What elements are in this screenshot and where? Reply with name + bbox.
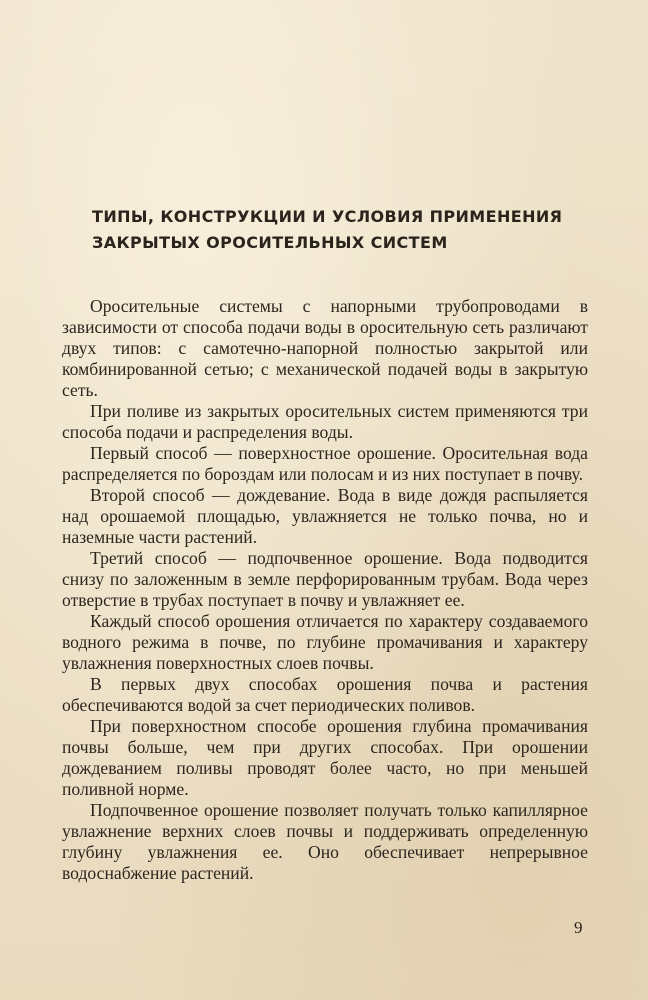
paragraph: При поливе из закрытых оросительных систем применяются три способа подачи и распределения воды. [62, 401, 588, 442]
paragraph: В первых двух способах орошения почва и растения обеспечиваются водой за счет периодических поливов. [62, 674, 588, 715]
page-number: 9 [574, 918, 583, 937]
paragraph: При поверхностном способе орошения глубина промачивания почвы больше, чем при других способах. При орошении дождеванием поливы проводят более часто, но при меньшей поливной норме. [62, 716, 588, 799]
paragraph: Первый способ — поверхностное орошение. Оросительная вода распределяется по бороздам или полосам и из них поступает в почву. [62, 443, 588, 484]
section-heading-line-2: ЗАКРЫТЫХ ОРОСИТЕЛЬНЫХ СИСТЕМ [92, 233, 448, 252]
paragraph: Второй способ — дождевание. Вода в виде дождя распыляется над орошаемой площадью, увлажняется не только почва, но и наземные части растений. [62, 485, 588, 547]
section-heading-line-1: ТИПЫ, КОНСТРУКЦИИ И УСЛОВИЯ ПРИМЕНЕНИЯ [92, 207, 563, 226]
paragraph: Оросительные системы с напорными трубопроводами в зависимости от способа подачи воды в оросительную сеть различают двух типов: с самотечно-напорной полностью закрытой или комбинированной сетью; с механической подачей воды в закрытую сеть. [62, 296, 588, 400]
body-text [62, 296, 588, 884]
paragraph: Каждый способ орошения отличается по характеру создаваемого водного режима в почве, по глубине промачивания и характеру увлажнения поверхностных слоев почвы. [62, 611, 588, 673]
paragraph: Подпочвенное орошение позволяет получать только капиллярное увлажнение верхних слоев почвы и поддерживать определенную глубину увлажнения ее. Оно обеспечивает непрерывное водоснабжение растений. [62, 800, 588, 883]
section-heading [92, 204, 572, 256]
paragraph: Третий способ — подпочвенное орошение. Вода подводится снизу по заложенным в земле перфорированным трубам. Вода через отверстие в трубах поступает в почву и увлажняет ее. [62, 548, 588, 610]
